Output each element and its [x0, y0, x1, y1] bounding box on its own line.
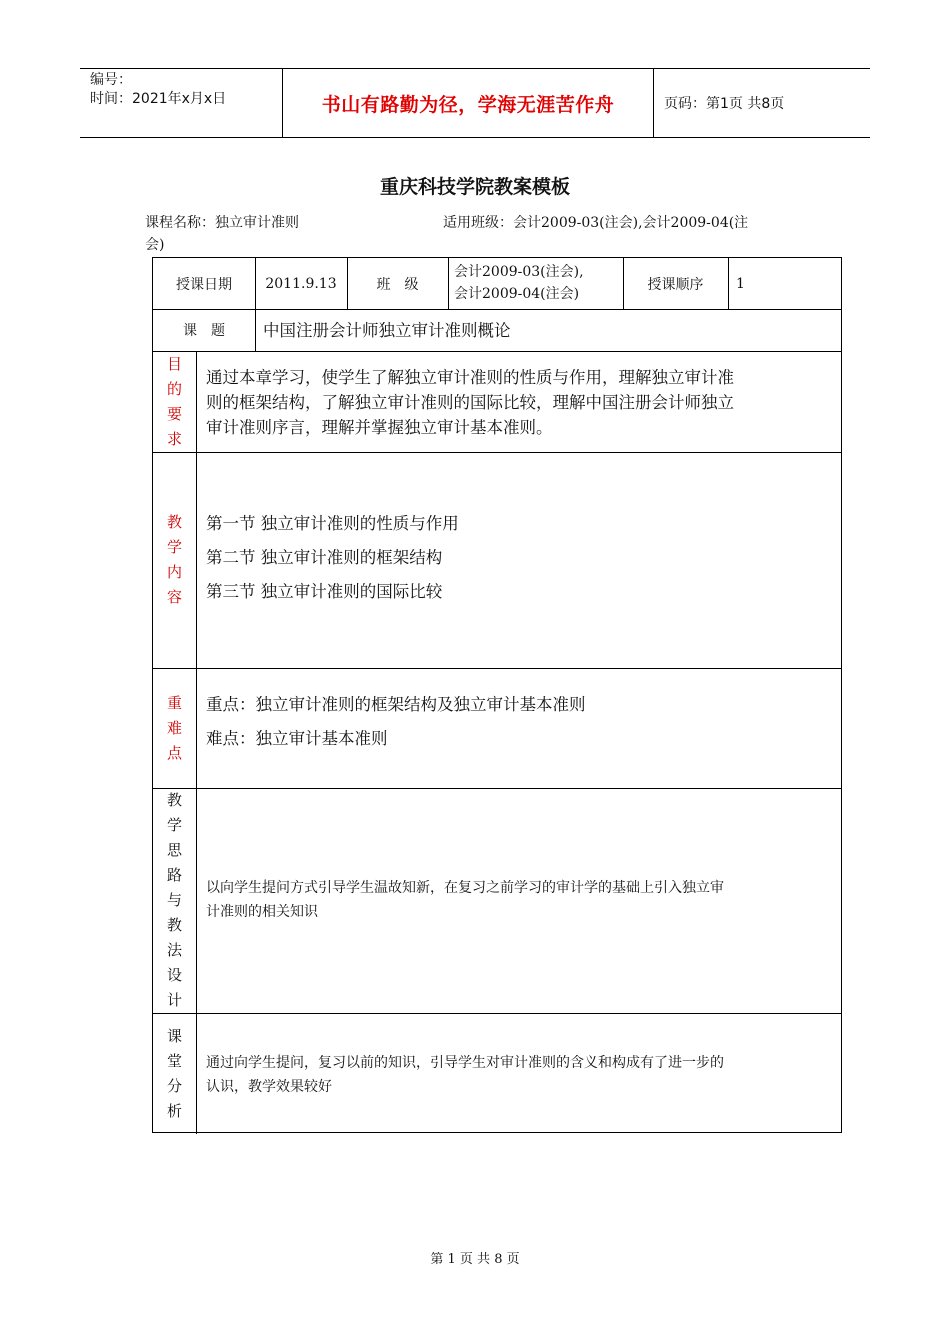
applicable-class-continued: 会) — [145, 237, 165, 253]
label-char: 路 — [166, 866, 182, 884]
text-line: 计准则的相关知识 — [206, 904, 318, 920]
content-label — [153, 452, 196, 668]
objectives-content — [196, 351, 843, 452]
label-char: 思 — [166, 841, 182, 859]
label-char: 点 — [166, 743, 182, 762]
label-char: 教 — [166, 791, 182, 809]
label-char: 课 — [166, 1026, 182, 1045]
label-char: 目 — [166, 354, 182, 373]
teaching-design-label — [153, 788, 196, 1013]
lesson-plan-table — [152, 257, 842, 1133]
applicable-class: 适用班级：会计2009-03(注会),会计2009-04(注 — [443, 215, 749, 231]
number-label: 编号： — [90, 72, 132, 88]
teaching-design-body — [196, 788, 843, 1013]
document-header — [80, 68, 870, 138]
motto-banner: 书山有路勤为径，学海无涯苦作舟 — [282, 69, 654, 137]
label-char: 计 — [166, 991, 182, 1009]
order-value: 1 — [736, 275, 745, 292]
objectives-label — [153, 351, 196, 452]
key-points-body — [196, 668, 843, 788]
topic-label: 课 题 — [183, 323, 225, 339]
label-char: 内 — [166, 563, 182, 581]
class-value-line: 会计2009-03(注会), — [454, 264, 584, 280]
header-meta — [80, 69, 282, 137]
label-char: 堂 — [166, 1051, 182, 1070]
label-char: 与 — [166, 891, 182, 909]
text-line: 第三节 独立审计准则的国际比较 — [206, 582, 443, 601]
label-char: 教 — [166, 513, 182, 531]
order-label: 授课顺序 — [647, 276, 704, 293]
label-char: 容 — [166, 588, 182, 606]
class-analysis-label — [153, 1013, 196, 1134]
date-label: 授课日期 — [176, 276, 232, 293]
label-char: 的 — [166, 379, 182, 398]
page-title: 重庆科技学院教案模板 — [379, 176, 570, 198]
label-char: 求 — [166, 429, 182, 448]
text-line: 以向学生提问方式引导学生温故知新，在复习之前学习的审计学的基础上引入独立审 — [206, 880, 724, 896]
topic-value: 中国注册会计师独立审计准则概论 — [263, 320, 511, 340]
course-name: 课程名称：独立审计准则 — [145, 215, 299, 231]
text-line: 第一节 独立审计准则的性质与作用 — [206, 514, 459, 533]
class-label: 班 级 — [376, 276, 419, 293]
label-char: 难 — [166, 718, 182, 737]
text-line: 通过本章学习，使学生了解独立审计准则的性质与作用，理解独立审计准 — [206, 368, 734, 387]
label-char: 设 — [166, 966, 182, 984]
content-body — [196, 452, 843, 668]
text-line: 则的框架结构，了解独立审计准则的国际比较，理解中国注册会计师独立 — [206, 393, 734, 412]
class-analysis-body — [196, 1013, 843, 1134]
label-char: 教 — [166, 916, 182, 934]
label-char: 学 — [166, 816, 182, 834]
label-char: 法 — [166, 941, 182, 959]
class-value-line: 会计2009-04(注会) — [454, 286, 580, 302]
date-value: 2011.9.13 — [265, 275, 337, 292]
page-footer: 第 1 页 共 8 页 — [430, 1252, 520, 1267]
text-line: 认识，教学效果较好 — [206, 1079, 332, 1095]
text-line: 通过向学生提问，复习以前的知识，引导学生对审计准则的含义和构成有了进一步的 — [206, 1055, 724, 1071]
class-value — [448, 258, 623, 309]
label-char: 学 — [166, 538, 182, 556]
key-points-label — [153, 668, 196, 788]
label-char: 析 — [166, 1101, 182, 1120]
text-line: 第二节 独立审计准则的框架结构 — [206, 548, 443, 567]
label-char: 重 — [166, 693, 182, 712]
label-char: 要 — [166, 404, 182, 423]
label-char: 分 — [166, 1076, 182, 1095]
time-label: 时间：2021年x月x日 — [90, 91, 227, 107]
text-line: 审计准则序言，理解并掌握独立审计基本准则。 — [206, 418, 553, 437]
text-line: 难点：独立审计基本准则 — [206, 729, 388, 748]
page-info: 页码：第1页 共8页 — [664, 96, 785, 112]
text-line: 重点：独立审计准则的框架结构及独立审计基本准则 — [206, 695, 586, 714]
